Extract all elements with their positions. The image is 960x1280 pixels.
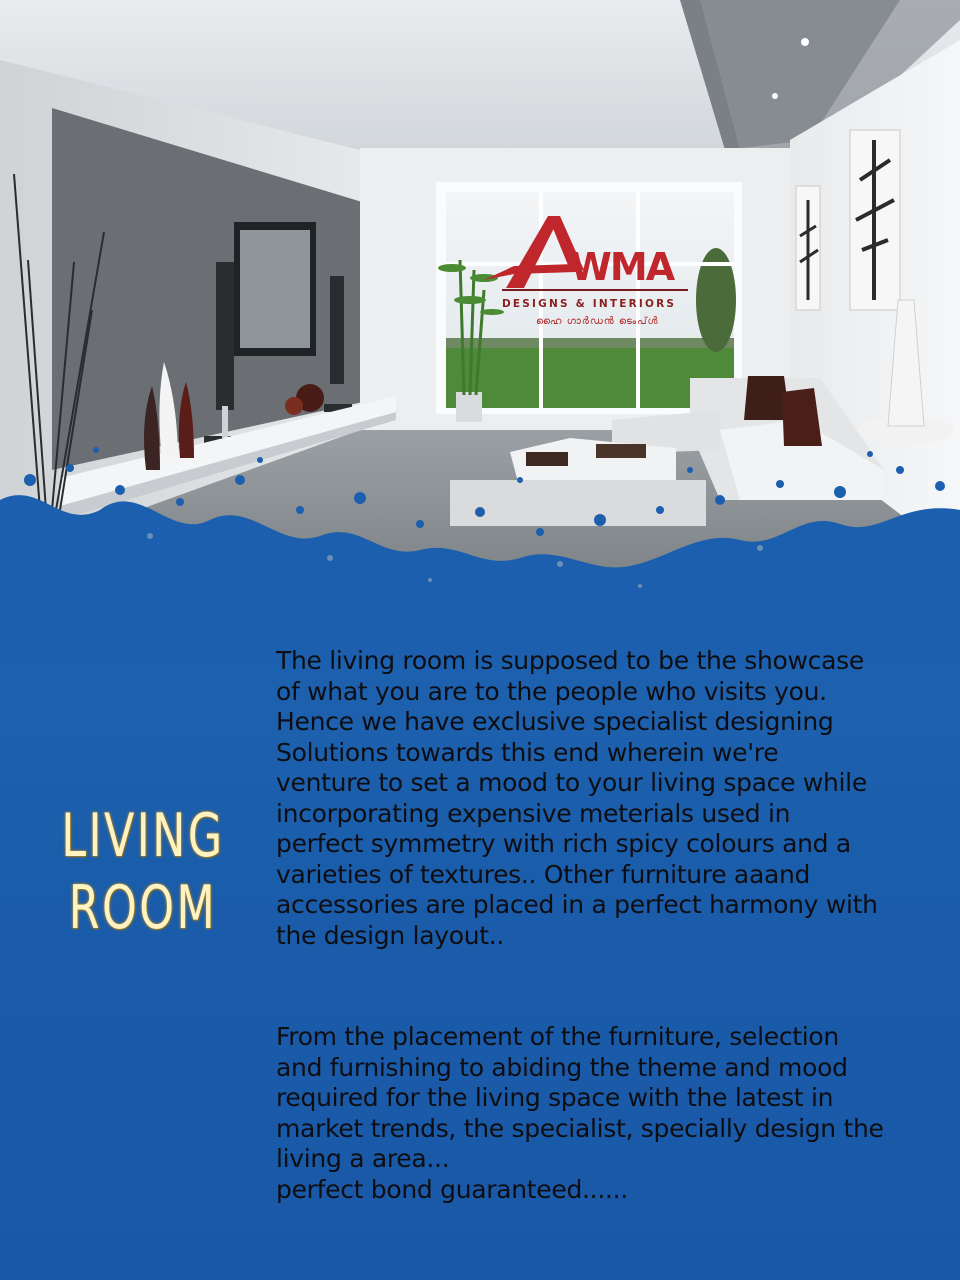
logo-tagline-local: ഹൈ ഗാർഡൻ ടെംപ്ൾ [536,316,659,327]
paint-splatter-decoration [0,440,960,660]
section-heading [28,800,258,944]
svg-text:WMA: WMA [570,245,674,289]
logo-tagline: DESIGNS & INTERIORS [502,298,677,310]
heading-line-living: LIVING [61,801,225,871]
company-logo [444,210,696,340]
description-paragraph-1 [276,646,936,951]
heading-line-room: ROOM [68,873,218,943]
description-paragraph-2 [276,1022,936,1205]
awma-logo-mark-icon [444,210,696,302]
paragraph-text: From the placement of the furniture, selection and furnishing to abiding the theme and mood required for the living space with the latest in market trends, the specialist, specially design the living a area... perfect bond guaranteed...... [276,1022,884,1204]
paragraph-text: The living room is supposed to be the showcase of what you are to the people who visits you. Hence we have exclusive specialist designing Solutions towards this end wherein we're venture to set a mood to your living space while incorporating expensive meterials used in perfect symmetry with rich spicy colours and a varieties of textures.. Other furniture aaand accessories are placed in a perfect harmony with the design layout.. [276,646,878,950]
